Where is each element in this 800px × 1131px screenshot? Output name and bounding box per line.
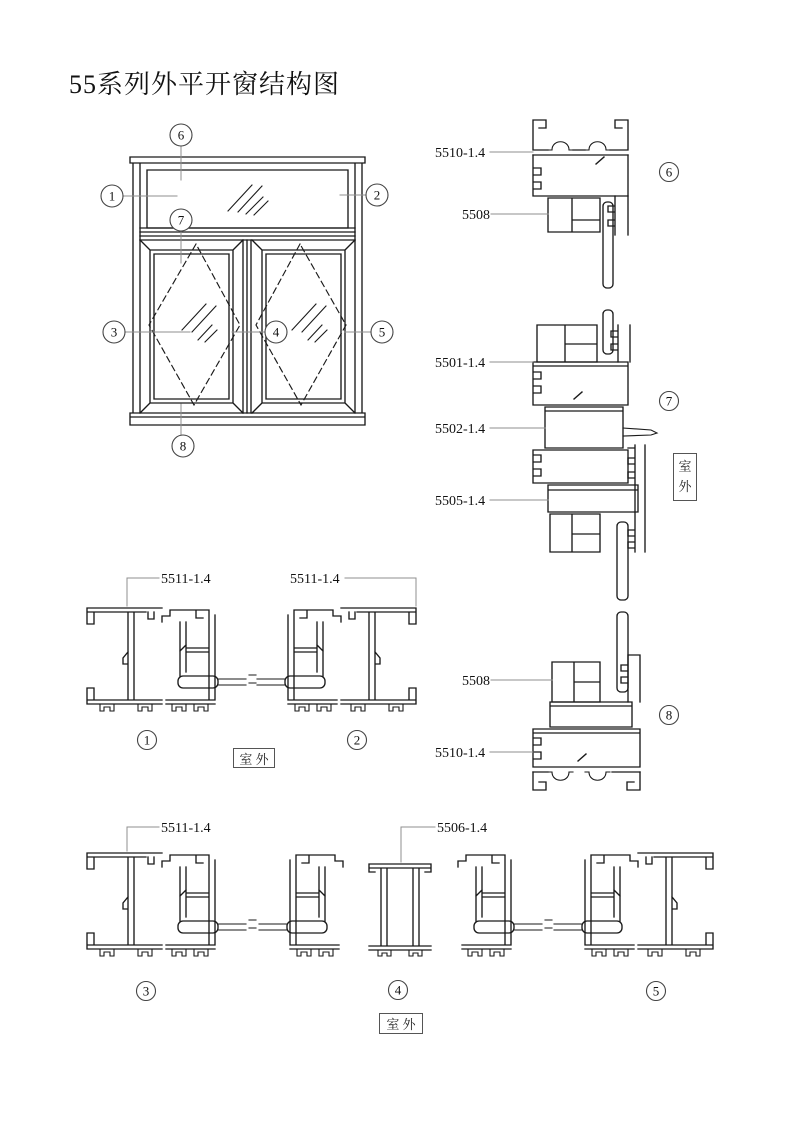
part-label: 5505-1.4 [435,494,486,509]
svg-text:2: 2 [353,732,361,748]
part-label: 5511-1.4 [161,821,211,836]
elevation-transom [140,228,355,240]
callout-circle-4 [265,321,287,343]
section-5-jamb-sash [554,853,713,956]
callout-circle-3-section [137,982,156,1001]
svg-text:1: 1 [143,732,151,748]
callout-circle-8-section [660,706,679,725]
glazing-bead-transom-top [537,325,597,362]
svg-text:6: 6 [665,164,673,180]
part-label: 5510-1.4 [435,746,486,761]
opening-direction-left [149,244,240,405]
svg-text:5: 5 [378,324,386,340]
vertical-section-labels [435,146,679,761]
part-label: 5506-1.4 [437,821,488,836]
callout-circle-3 [103,321,125,343]
svg-text:8: 8 [665,707,673,723]
glass-pane [603,202,613,288]
svg-text:1: 1 [108,188,116,204]
drawing-title: 55系列外平开窗结构图 [69,70,341,99]
outdoor-char: 室 [678,458,692,474]
callout-circle-8 [172,435,194,457]
svg-text:4: 4 [394,982,402,998]
part-label: 5511-1.4 [161,572,211,587]
screw-boss-omega [548,772,610,780]
section-4-right-sash [458,855,542,956]
callout-circle-1-section [138,731,157,750]
section-3-jamb-sash [87,853,246,956]
outdoor-label-mid: 室 外 [233,748,275,768]
screw-boss-omega [548,142,610,150]
svg-text:5: 5 [652,983,660,999]
callout-circle-5-section [647,982,666,1001]
callout-circle-4-section [389,981,408,1000]
callout-circle-6-section [660,163,679,182]
svg-text:6: 6 [177,127,185,143]
part-label: 5502-1.4 [435,422,486,437]
outdoor-label-bottom: 室 外 [379,1013,423,1034]
svg-text:3: 3 [110,324,118,340]
mullion-5506 [369,864,431,956]
glass-break [249,675,256,683]
mid-horizontal-sections [87,572,416,750]
elevation-sash-left [140,240,243,413]
window-elevation [101,124,393,457]
svg-text:7: 7 [177,212,185,228]
svg-text:3: 3 [142,983,150,999]
callout-circle-7 [170,209,192,231]
svg-text:4: 4 [272,324,280,340]
callout-circle-6 [170,124,192,146]
glass-hatch-marks [182,185,327,342]
part-label: 5508 [462,208,490,223]
callout-circle-2 [366,184,388,206]
section-4-left-sash [259,855,343,956]
elevation-mullion [243,240,251,413]
part-label: 5510-1.4 [435,146,486,161]
glazing-bead-head [548,198,600,232]
section-1-jamb-sash [87,608,246,711]
callout-circle-5 [371,321,393,343]
outdoor-char: 外 [678,479,692,494]
callout-circle-7-section [660,392,679,411]
part-label: 5508 [462,674,490,689]
vertical-section-head [533,120,628,354]
section-2-jamb-sash [257,608,416,711]
callout-circle-2-section [348,731,367,750]
svg-text:8: 8 [179,438,187,454]
part-label: 5511-1.4 [290,572,340,587]
glass-pane [617,522,628,600]
glazing-bead-sill [552,662,600,702]
vertical-section-sill [533,655,640,790]
weatherstrip-flag [623,428,657,436]
outdoor-label-vertical [673,453,697,501]
svg-text:7: 7 [665,393,673,409]
part-label: 5501-1.4 [435,356,486,371]
svg-text:2: 2 [373,187,381,203]
glass-pane [617,612,628,692]
bottom-horizontal-sections [87,821,713,1001]
callout-circle-1 [101,185,123,207]
glazing-bead-transom-bottom [550,514,600,552]
vertical-section-transom [533,325,657,692]
